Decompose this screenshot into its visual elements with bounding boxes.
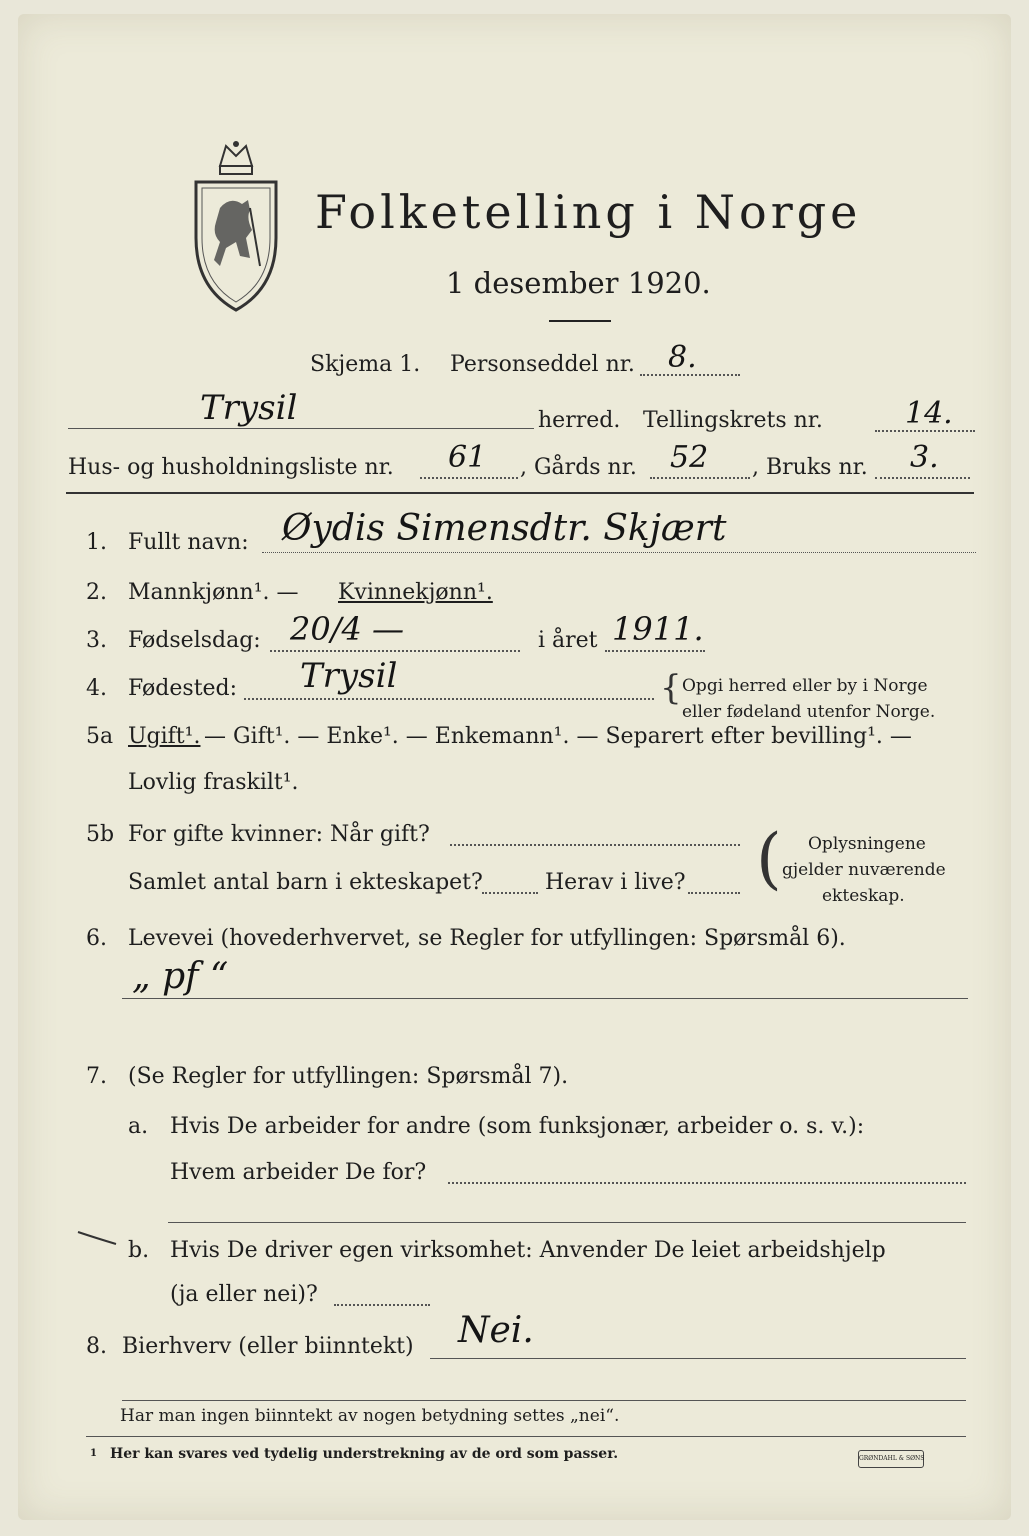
q5a-number: 5a — [86, 724, 114, 749]
page-title: Folketelling i Norge — [315, 185, 862, 239]
census-date: 1 desember 1920. — [446, 266, 711, 300]
q2-male-option[interactable]: Mannkjønn¹. — — [128, 580, 299, 605]
personseddel-value[interactable]: 8. — [668, 340, 697, 375]
q5b-brace: ( — [756, 820, 782, 897]
hus-line — [420, 477, 518, 479]
q8-extra-line — [122, 1400, 966, 1401]
bruks-line — [875, 477, 970, 479]
q5b-note-line3: ekteskap. — [822, 886, 905, 906]
footer-note: Har man ingen biinntekt av nogen betydning settes „nei“. — [120, 1406, 620, 1426]
q8-label: Bierhverv (eller biinntekt) — [122, 1334, 414, 1359]
q3-label: Fødselsdag: — [128, 628, 261, 653]
q4-note-line1: Opgi herred eller by i Norge — [682, 676, 928, 696]
q7a-employer-line — [448, 1182, 966, 1184]
q4-brace: { — [660, 668, 682, 708]
hus-value[interactable]: 61 — [448, 440, 487, 475]
q5b-married-label: For gifte kvinner: Når gift? — [128, 822, 430, 847]
footnote-text: Her kan svares ved tydelig understrekning av de ord som passer. — [110, 1446, 619, 1462]
footer-separator — [86, 1436, 966, 1437]
q5a-other-options[interactable]: — Gift¹. — Enke¹. — Enkemann¹. — Separert efter bevilling¹. — — [204, 724, 912, 749]
tellingskrets-value[interactable]: 14. — [905, 396, 953, 431]
q7a-letter: a. — [128, 1114, 149, 1139]
gards-label: , Gårds nr. — [520, 455, 637, 480]
bruks-label: , Bruks nr. — [752, 455, 868, 480]
q8-side-income[interactable]: Nei. — [458, 1310, 534, 1351]
q7b-answer-line — [334, 1304, 430, 1306]
q5b-children-line — [482, 892, 538, 894]
q3-birth-year[interactable]: 1911. — [612, 610, 704, 648]
q4-label: Fødested: — [128, 676, 238, 701]
q3-year-label: i året — [538, 628, 598, 653]
personseddel-label: Personseddel nr. — [450, 352, 635, 377]
coat-of-arms-icon — [190, 138, 282, 314]
q3-line — [270, 650, 520, 652]
q8-answer-line — [430, 1358, 966, 1359]
q7a-employer-label: Hvem arbeider De for? — [170, 1160, 427, 1185]
paper-sheet — [18, 14, 1011, 1520]
pencil-mark-icon — [76, 1228, 120, 1248]
q6-label: Levevei (hovederhvervet, se Regler for utfyllingen: Spørsmål 6). — [128, 926, 846, 951]
title-divider — [549, 320, 611, 322]
q5a-ugift-option[interactable]: Ugift¹. — [128, 724, 201, 749]
herred-value[interactable]: Trysil — [200, 388, 298, 428]
gards-value[interactable]: 52 — [670, 440, 709, 475]
q7b-label-line2: (ja eller nei)? — [170, 1282, 318, 1307]
q5b-note-line2: gjelder nuværende — [782, 860, 946, 880]
gards-line — [650, 477, 750, 479]
hus-label: Hus- og husholdningsliste nr. — [68, 455, 394, 480]
q5b-note-line1: Oplysningene — [808, 834, 926, 854]
q8-number: 8. — [86, 1334, 107, 1359]
q1-label: Fullt navn: — [128, 530, 249, 555]
q6-number: 6. — [86, 926, 107, 951]
q6-occupation[interactable]: „ pf “ — [132, 956, 229, 997]
q7a-extra-line — [168, 1222, 966, 1223]
q5b-married-line — [450, 844, 740, 846]
q5a-fraskilt-option[interactable]: Lovlig fraskilt¹. — [128, 770, 299, 795]
q4-line — [244, 698, 654, 700]
printer-stamp: GRØNDAHL & SØNS — [858, 1450, 924, 1468]
q4-note-line2: eller fødeland utenfor Norge. — [682, 702, 936, 722]
q2-number: 2. — [86, 580, 107, 605]
q5b-alive-label: Herav i live? — [545, 870, 686, 895]
q7-number: 7. — [86, 1064, 107, 1089]
footnote-mark: 1 — [90, 1448, 97, 1459]
q3-birthdate[interactable]: 20/4 — — [290, 610, 405, 648]
q7-label: (Se Regler for utfyllingen: Spørsmål 7). — [128, 1064, 569, 1089]
skjema-label: Skjema 1. — [310, 352, 421, 377]
q7a-label: Hvis De arbeider for andre (som funksjonær, arbeider o. s. v.): — [170, 1114, 865, 1139]
q3-number: 3. — [86, 628, 107, 653]
q2-female-option[interactable]: Kvinnekjønn¹. — [338, 580, 493, 605]
q1-full-name[interactable]: Øydis Simensdtr. Skjært — [282, 508, 727, 549]
tellingskrets-label: Tellingskrets nr. — [643, 408, 823, 433]
herred-line — [68, 428, 534, 429]
q5b-children-label: Samlet antal barn i ekteskapet? — [128, 870, 483, 895]
q4-birthplace[interactable]: Trysil — [300, 656, 398, 696]
q1-line — [262, 552, 976, 553]
q1-number: 1. — [86, 530, 107, 555]
q7b-letter: b. — [128, 1238, 150, 1263]
bruks-value[interactable]: 3. — [910, 440, 939, 475]
q6-answer-line — [122, 998, 968, 999]
q3-year-line — [605, 650, 705, 652]
q7b-label: Hvis De driver egen virksomhet: Anvender De leiet arbeidshjelp — [170, 1238, 886, 1263]
q5b-alive-line — [688, 892, 740, 894]
herred-label: herred. — [538, 408, 621, 433]
header-separator — [66, 492, 974, 494]
q4-number: 4. — [86, 676, 107, 701]
q5b-number: 5b — [86, 822, 115, 847]
